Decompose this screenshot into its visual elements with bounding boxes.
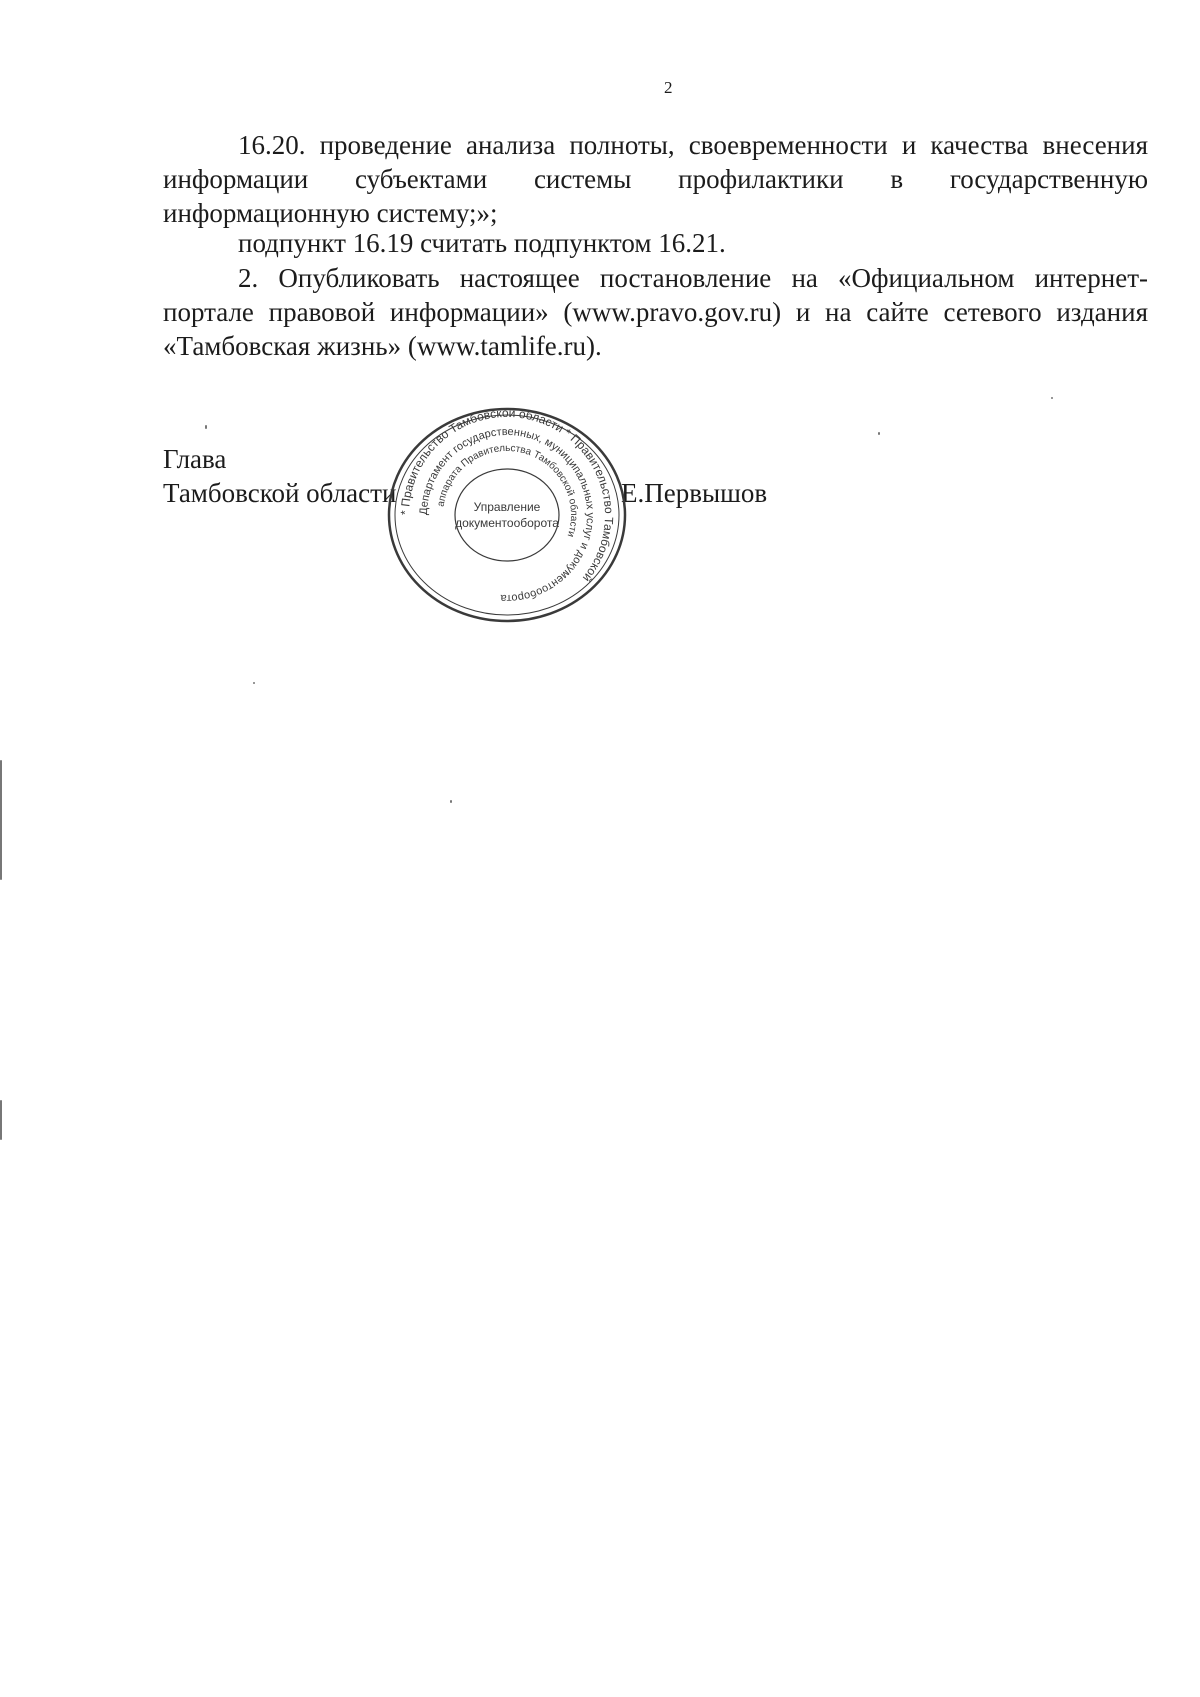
paragraph-text: 2. Опубликовать настоящее постановление на «Официальном интернет-портале правовой информации» (www.pravo.gov.ru) и на сайте сетевого издания «Тамбовская жизнь» (www.tamlife.ru). [163, 263, 1148, 361]
signature-title-line1: Глава [163, 444, 227, 474]
stamp-center-line2: документооборота [455, 516, 559, 530]
scan-speck [1051, 397, 1053, 399]
scan-edge-mark [0, 1100, 2, 1140]
scan-speck [450, 800, 452, 803]
scan-speck [253, 682, 255, 684]
scan-speck [205, 425, 207, 429]
paragraph-16-20 [163, 128, 1148, 230]
stamp-center-circle [455, 469, 559, 561]
signature-name: Е.Первышов [621, 478, 768, 508]
paragraph-text: подпункт 16.19 считать подпунктом 16.21. [238, 228, 726, 258]
stamp-outer-ring-text: * Правительство Тамбовской области * Правительство Тамбовской [397, 405, 617, 585]
signature-title-line2: Тамбовской области [163, 478, 397, 508]
stamp-middle-ring-text: Департамент государственных, муниципальных услуг и документооборота [417, 425, 597, 605]
paragraph-subpoint-renumber [163, 226, 1148, 260]
scan-speck [878, 432, 880, 435]
paragraph-text: 16.20. проведение анализа полноты, своевременности и качества внесения информации субъектами системы профилактики в государственную информационную систему;»; [163, 130, 1148, 228]
scan-edge-mark [0, 760, 2, 880]
official-stamp [383, 405, 631, 625]
paragraph-publication [163, 261, 1148, 363]
page-number: 2 [664, 78, 673, 97]
stamp-inner-ring-text: аппарата Правительства Тамбовской области [435, 442, 580, 539]
stamp-center-line1: Управление [473, 500, 541, 514]
